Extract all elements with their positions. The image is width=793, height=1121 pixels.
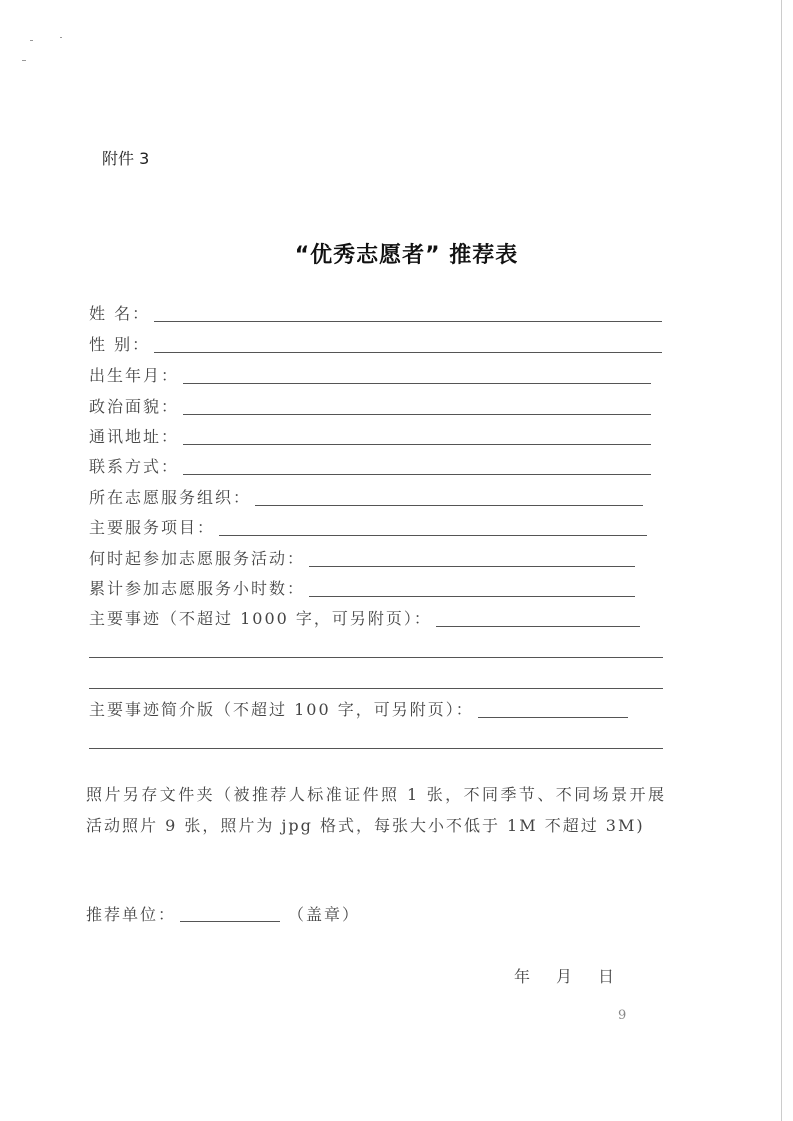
project-field: [89, 512, 647, 538]
hours-field: [89, 573, 635, 599]
politics-field: [89, 391, 651, 417]
scan-speck: [22, 60, 26, 61]
start-label: 何时起参加志愿服务活动：: [89, 549, 306, 568]
address-field: [89, 421, 651, 447]
address-label: 通讯地址：: [89, 427, 180, 446]
photo-instructions: 照片另存文件夹（被推荐人标准证件照 1 张，不同季节、不同场景开展活动照片 9 张，照片为 jpg 格式，每张大小不低于 1M 不超过 3M): [86, 785, 666, 835]
org-blank-line[interactable]: [255, 505, 643, 506]
politics-blank-line[interactable]: [183, 414, 651, 415]
date-day: 日: [598, 967, 615, 986]
hours-label: 累计参加志愿服务小时数：: [89, 579, 306, 598]
gender-blank-line[interactable]: [154, 352, 662, 353]
recommender-label: 推荐单位：: [86, 905, 177, 924]
deeds-label: 主要事迹（不超过 1000 字，可另附页）：: [89, 609, 432, 628]
page-number: 9: [618, 1008, 627, 1023]
contact-field: [89, 451, 651, 477]
gender-label: 性 别：: [89, 335, 151, 354]
start-blank-line[interactable]: [309, 566, 635, 567]
project-blank-line[interactable]: [219, 535, 647, 536]
date-month: 月: [556, 967, 573, 986]
deeds-blank-line[interactable]: [436, 626, 640, 627]
form-title: “优秀志愿者” 推荐表: [294, 243, 519, 268]
scan-speck: [30, 40, 33, 41]
brief-continuation-line[interactable]: [89, 748, 663, 749]
hours-blank-line[interactable]: [309, 596, 635, 597]
project-label: 主要服务项目：: [89, 518, 216, 537]
name-label: 姓 名：: [89, 304, 151, 323]
brief-field: [89, 694, 628, 720]
birth-field: [89, 360, 651, 386]
scan-speck: [60, 37, 62, 38]
attachment-label: 附件 3: [102, 149, 150, 168]
scan-edge-line: [781, 0, 782, 1121]
start-field: [89, 543, 635, 569]
brief-label: 主要事迹简介版（不超过 100 字，可另附页）：: [89, 700, 474, 719]
name-field: [89, 298, 662, 324]
gender-field: [89, 329, 662, 355]
date-line: [514, 964, 614, 987]
seal-note: （盖章）: [288, 905, 361, 924]
date-year: 年: [514, 967, 531, 986]
org-label: 所在志愿服务组织：: [89, 488, 252, 507]
recommender-field: [86, 902, 360, 925]
name-blank-line[interactable]: [154, 321, 662, 322]
org-field: [89, 482, 643, 508]
politics-label: 政治面貌：: [89, 397, 180, 416]
brief-blank-line[interactable]: [478, 717, 628, 718]
contact-blank-line[interactable]: [183, 474, 651, 475]
birth-blank-line[interactable]: [183, 383, 651, 384]
recommender-blank-line[interactable]: [180, 921, 280, 922]
contact-label: 联系方式：: [89, 457, 180, 476]
deeds-field: [89, 603, 640, 629]
address-blank-line[interactable]: [183, 444, 651, 445]
deeds-continuation-line[interactable]: [89, 657, 663, 658]
deeds-continuation-line[interactable]: [89, 688, 663, 689]
birth-label: 出生年月：: [89, 366, 180, 385]
